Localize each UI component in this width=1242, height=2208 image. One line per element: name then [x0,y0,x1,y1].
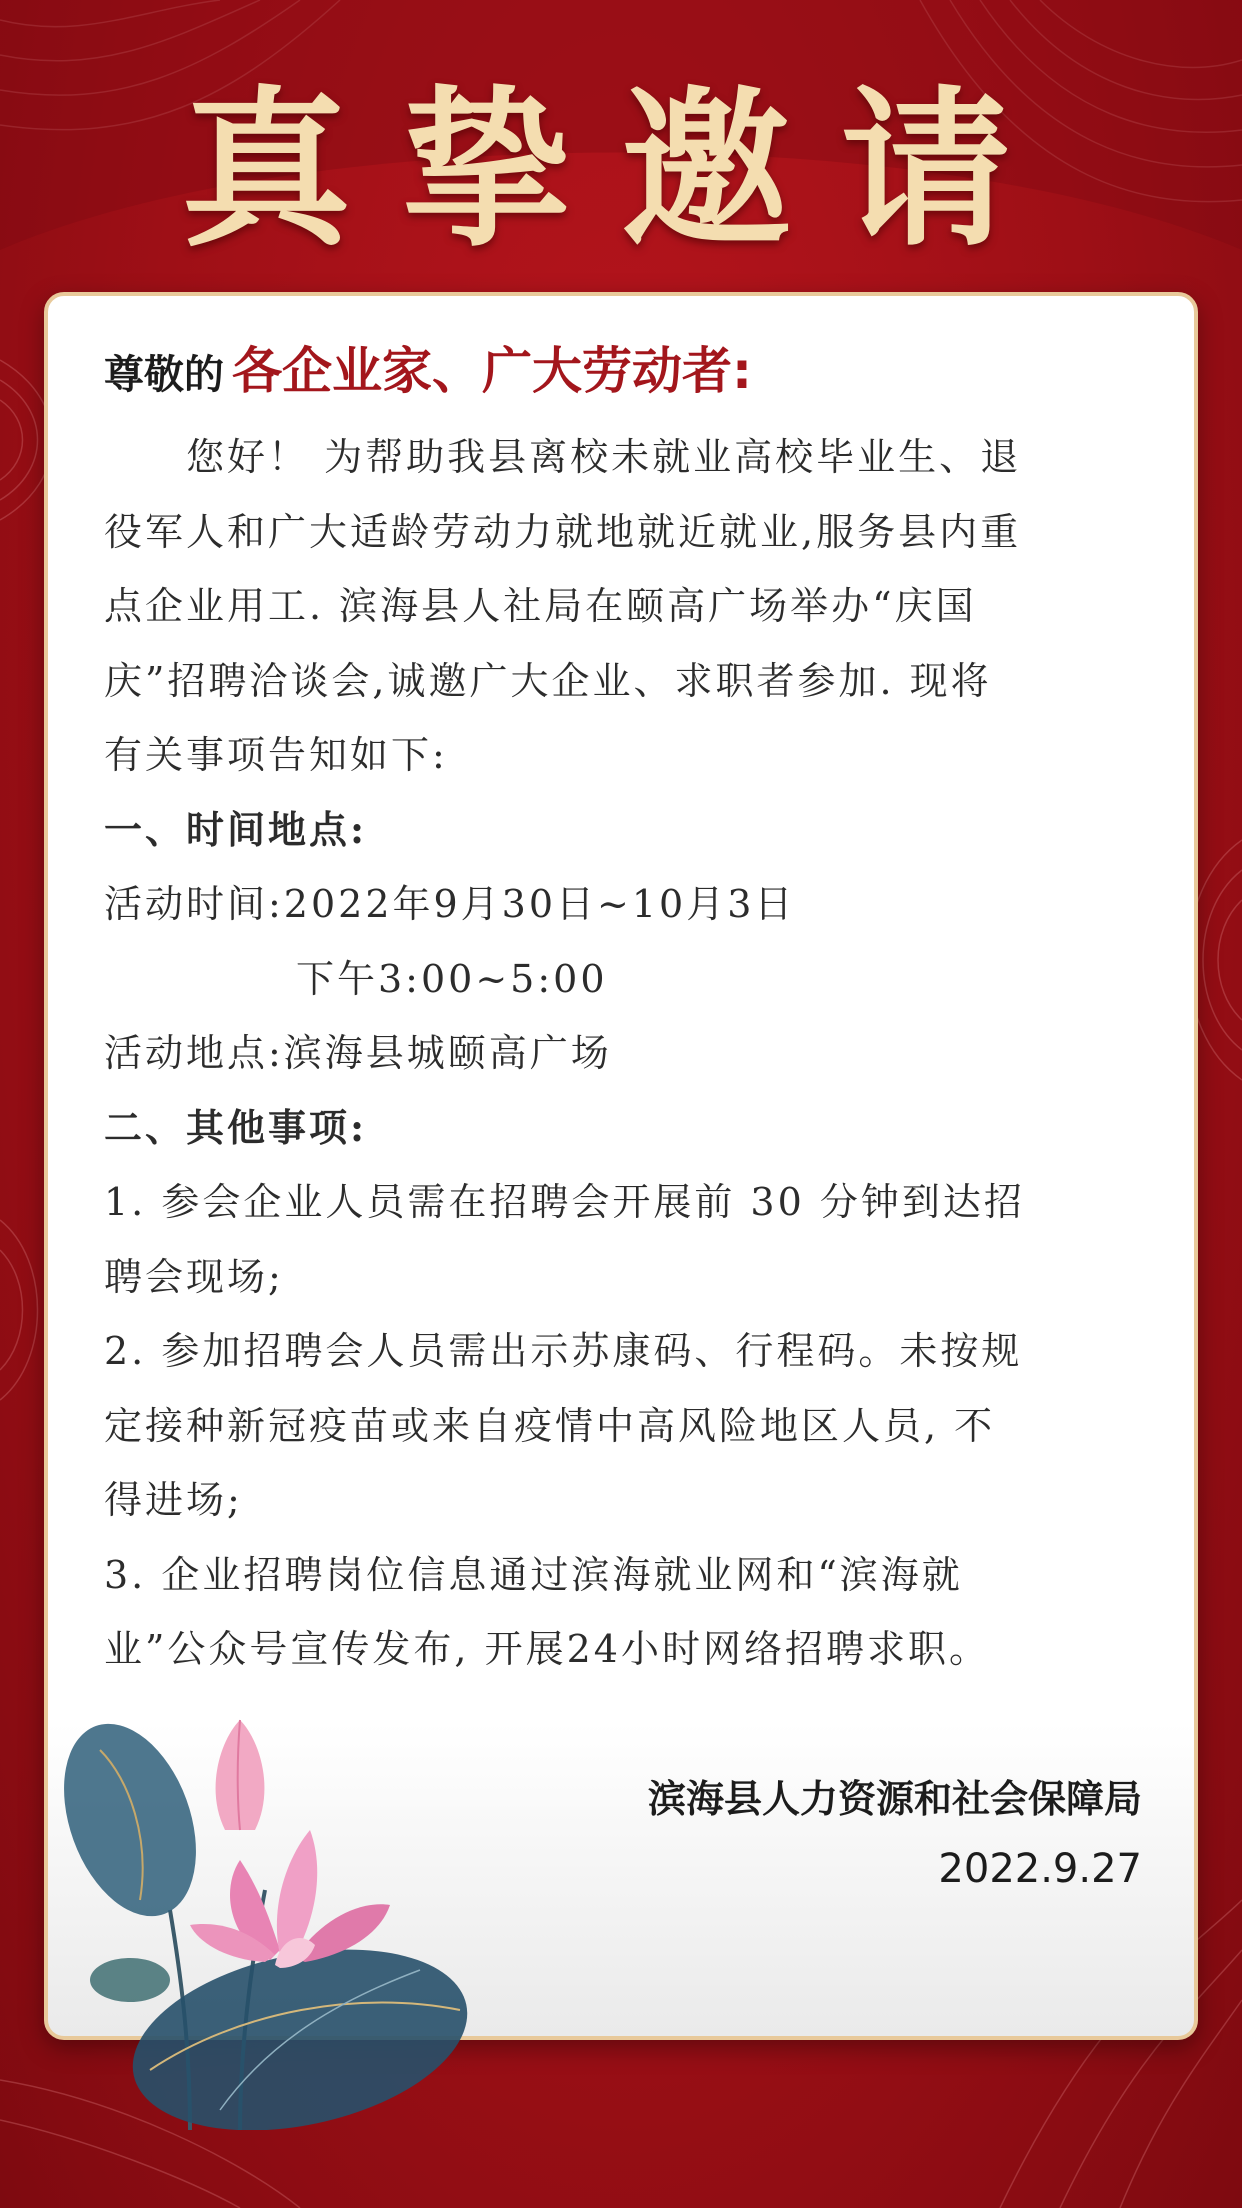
page-title: 真挚邀请 [180,70,1061,270]
lotus-illustration [40,1710,480,2130]
section2-heading: 二、其他事项: [104,1104,368,1150]
salutation [104,336,752,406]
event-time-hours: 下午3:00~5:00 [296,956,608,1001]
notice-line: 2. 参加招聘会人员需出示苏康码、行程码。未按规 [104,1329,1023,1373]
body-line: 役军人和广大适龄劳动力就地就近就业,服务县内重 [104,509,1022,554]
signoff [648,1764,1142,1904]
notice-line: 得进场; [104,1478,243,1522]
body-line: 您好！ 为帮助我县离校未就业高校毕业生、退 [104,435,1022,479]
notice-line: 业”公众号宣传发布, 开展24小时网络招聘求职。 [104,1627,990,1671]
invitation-body [104,420,1184,1687]
salutation-recipients: 各企业家、广大劳动者: [232,342,752,400]
section1-heading: 一、时间地点: [104,806,368,852]
notice-line: 定接种新冠疫苗或来自疫情中高风险地区人员, 不 [104,1403,996,1448]
event-place: 活动地点:滨海县城颐高广场 [104,1031,612,1075]
event-time: 活动时间:2022年9月30日~10月3日 [104,882,796,926]
notice-line: 聘会现场; [104,1254,284,1299]
body-line: 点企业用工. 滨海县人社局在颐高广场举办“庆国 [104,584,977,628]
salutation-prefix: 尊敬的 [104,352,224,398]
notice-line: 1. 参会企业人员需在招聘会开展前 30 分钟到达招 [104,1180,1025,1224]
body-line: 庆”招聘洽谈会,诚邀广大企业、求职者参加. 现将 [104,658,992,703]
issuing-organization: 滨海县人力资源和社会保障局 [647,1777,1142,1821]
body-line: 有关事项告知如下: [104,733,448,777]
notice-line: 3. 企业招聘岗位信息通过滨海就业网和“滨海就 [104,1552,963,1597]
issue-date: 2022.9.27 [938,1846,1142,1892]
